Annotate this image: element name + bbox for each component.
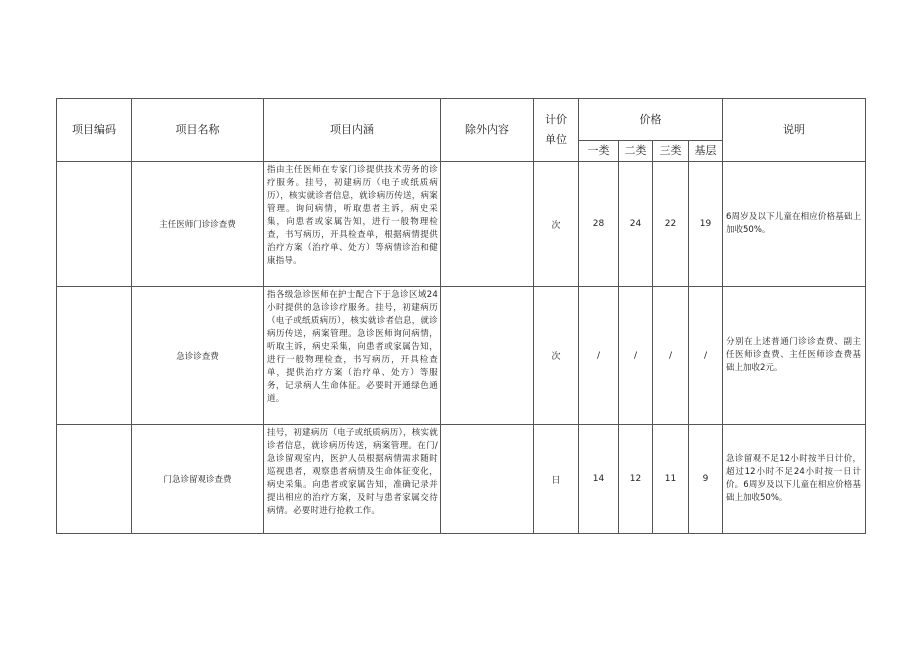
row-unit: 次: [534, 162, 579, 287]
row-exclusions: [441, 162, 534, 287]
header-unit-line1: 计价: [545, 113, 567, 126]
table-row: [57, 425, 866, 534]
row-name: 急诊诊查费: [132, 287, 264, 425]
header-notes: 说明: [723, 99, 866, 162]
row-tier4: 19: [689, 162, 723, 287]
header-code: 项目编码: [57, 99, 132, 162]
row-tier4: 9: [689, 425, 723, 534]
row-name: 门急诊留观诊查费: [132, 425, 264, 534]
header-row: [57, 99, 866, 141]
row-exclusions: [441, 287, 534, 425]
row-tier1: 14: [579, 425, 619, 534]
row-code: [57, 287, 132, 425]
table-row: [57, 162, 866, 287]
header-price: 价格: [579, 99, 723, 141]
row-content: 挂号，初建病历（电子或纸质病历），核实就诊者信息，就诊病历传送，病案管理。在门/急诊留观室内，医护人员根据病情需求随时巡视患者，观察患者病情及生命体征变化，病史采集。向患者或家属告知，准确记录并提出相应的治疗方案，及时与患者家属交待病情。必要时进行抢救工作。: [264, 425, 441, 534]
row-tier4: /: [689, 287, 723, 425]
header-tier2: 二类: [619, 141, 653, 162]
row-name: 主任医师门诊诊查费: [132, 162, 264, 287]
row-notes: 6周岁及以下儿童在相应价格基础上加收50%。: [723, 162, 866, 287]
fee-table: [56, 98, 866, 534]
row-code: [57, 162, 132, 287]
row-tier2: 12: [619, 425, 653, 534]
row-notes: 分别在上述普通门诊诊查费、副主任医师诊查费、主任医师诊查费基础上加收2元。: [723, 287, 866, 425]
row-tier3: 22: [653, 162, 689, 287]
row-exclusions: [441, 425, 534, 534]
header-unit: [534, 99, 579, 162]
row-tier1: /: [579, 287, 619, 425]
row-unit: 次: [534, 287, 579, 425]
header-tier3: 三类: [653, 141, 689, 162]
row-tier3: /: [653, 287, 689, 425]
header-content: 项目内涵: [264, 99, 441, 162]
row-content: 指由主任医师在专家门诊提供技术劳务的诊疗服务。挂号，初建病历（电子或纸质病历），核实就诊者信息，就诊病历传送，病案管理。询问病情，听取患者主诉，病史采集，向患者或家属告知，进行一般物理检查，书写病历，开具检查单，根据病情提供治疗方案（治疗单、处方）等病情诊治和健康指导。: [264, 162, 441, 287]
header-tier1: 一类: [579, 141, 619, 162]
row-tier3: 11: [653, 425, 689, 534]
row-tier2: 24: [619, 162, 653, 287]
row-code: [57, 425, 132, 534]
row-tier2: /: [619, 287, 653, 425]
row-tier1: 28: [579, 162, 619, 287]
row-notes: 急诊留观不足12小时按半日计价，超过12小时不足24小时按一日计价。6周岁及以下儿童在相应价格基础上加收50%。: [723, 425, 866, 534]
table-row: [57, 287, 866, 425]
header-tier4: 基层: [689, 141, 723, 162]
header-exclusions: 除外内容: [441, 99, 534, 162]
header-unit-line2: 单位: [545, 133, 567, 146]
row-content: 指各级急诊医师在护士配合下于急诊区域24小时提供的急诊诊疗服务。挂号，初建病历（电子或纸质病历），核实就诊者信息，就诊病历传送，病案管理。急诊医师询问病情，听取主诉，病史采集，向患者或家属告知，进行一般物理检查，书写病历，开具检查单，提供治疗方案（治疗单、处方）等服务，记录病人生命体征。必要时开通绿色通道。: [264, 287, 441, 425]
row-unit: 日: [534, 425, 579, 534]
header-name: 项目名称: [132, 99, 264, 162]
